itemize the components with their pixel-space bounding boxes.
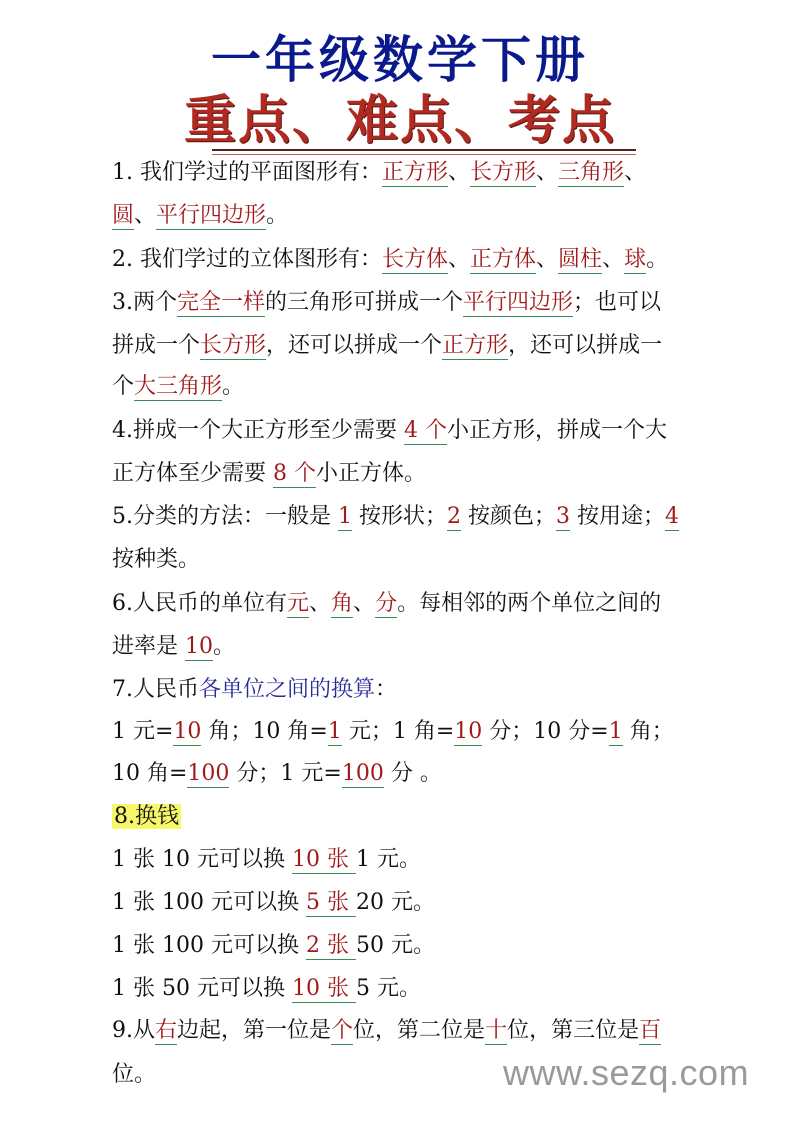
item-8-heading: 8.换钱 bbox=[114, 804, 179, 829]
item-6-line-2: 进率是 10。 bbox=[112, 634, 236, 659]
page-subtitle: 重点、难点、考点 bbox=[183, 91, 616, 151]
item-7-line-a: 1 元=10 角；10 角=1 元；1 角=10 分；10 分=1 角； bbox=[112, 719, 674, 744]
item-9-line-2: 位。 bbox=[112, 1062, 157, 1087]
item-8-line-b: 1 张 100 元可以换 5 张 20 元。 bbox=[112, 890, 435, 915]
item-2: 2. 我们学过的立体图形有：长方体、正方体、圆柱、球。 bbox=[112, 247, 669, 272]
item-8-line-c: 1 张 100 元可以换 2 张 50 元。 bbox=[112, 933, 435, 958]
item-1-line-1: 1. 我们学过的平面图形有：正方形、长方形、三角形、 bbox=[112, 160, 647, 185]
title-underline bbox=[212, 149, 636, 155]
item-8-line-d: 1 张 50 元可以换 10 张 5 元。 bbox=[112, 976, 421, 1001]
item-4-line-2: 正方体至少需要 8 个小正方体。 bbox=[112, 461, 427, 486]
item-7-line-b: 10 角=100 分；1 元=100 分 。 bbox=[112, 761, 442, 786]
item-3-line-2: 拼成一个长方形，还可以拼成一个正方形，还可以拼成一 bbox=[112, 333, 663, 358]
item-3-line-3: 个大三角形。 bbox=[112, 374, 245, 399]
item-3-line-1: 3.两个完全一样的三角形可拼成一个平行四边形；也可以 bbox=[112, 290, 662, 315]
watermark: www.sezq.com bbox=[503, 1052, 750, 1093]
item-5-line-1: 5.分类的方法：一般是 1 按形状；2 按颜色；3 按用途；4 bbox=[112, 504, 679, 529]
item-5-line-2: 按种类。 bbox=[112, 547, 201, 572]
item-8-line-a: 1 张 10 元可以换 10 张 1 元。 bbox=[112, 847, 421, 872]
page-title: 一年级数学下册 bbox=[211, 31, 589, 89]
item-6-line-1: 6.人民币的单位有元、角、分。每相邻的两个单位之间的 bbox=[112, 591, 662, 616]
item-4-line-1: 4.拼成一个大正方形至少需要 4 个小正方形，拼成一个大 bbox=[112, 418, 667, 443]
item-9-line-1: 9.从右边起，第一位是个位，第二位是十位，第三位是百 bbox=[112, 1018, 662, 1043]
item-1-line-2: 圆、平行四边形。 bbox=[112, 203, 289, 228]
item-7: 7.人民币各单位之间的换算： bbox=[112, 677, 398, 702]
